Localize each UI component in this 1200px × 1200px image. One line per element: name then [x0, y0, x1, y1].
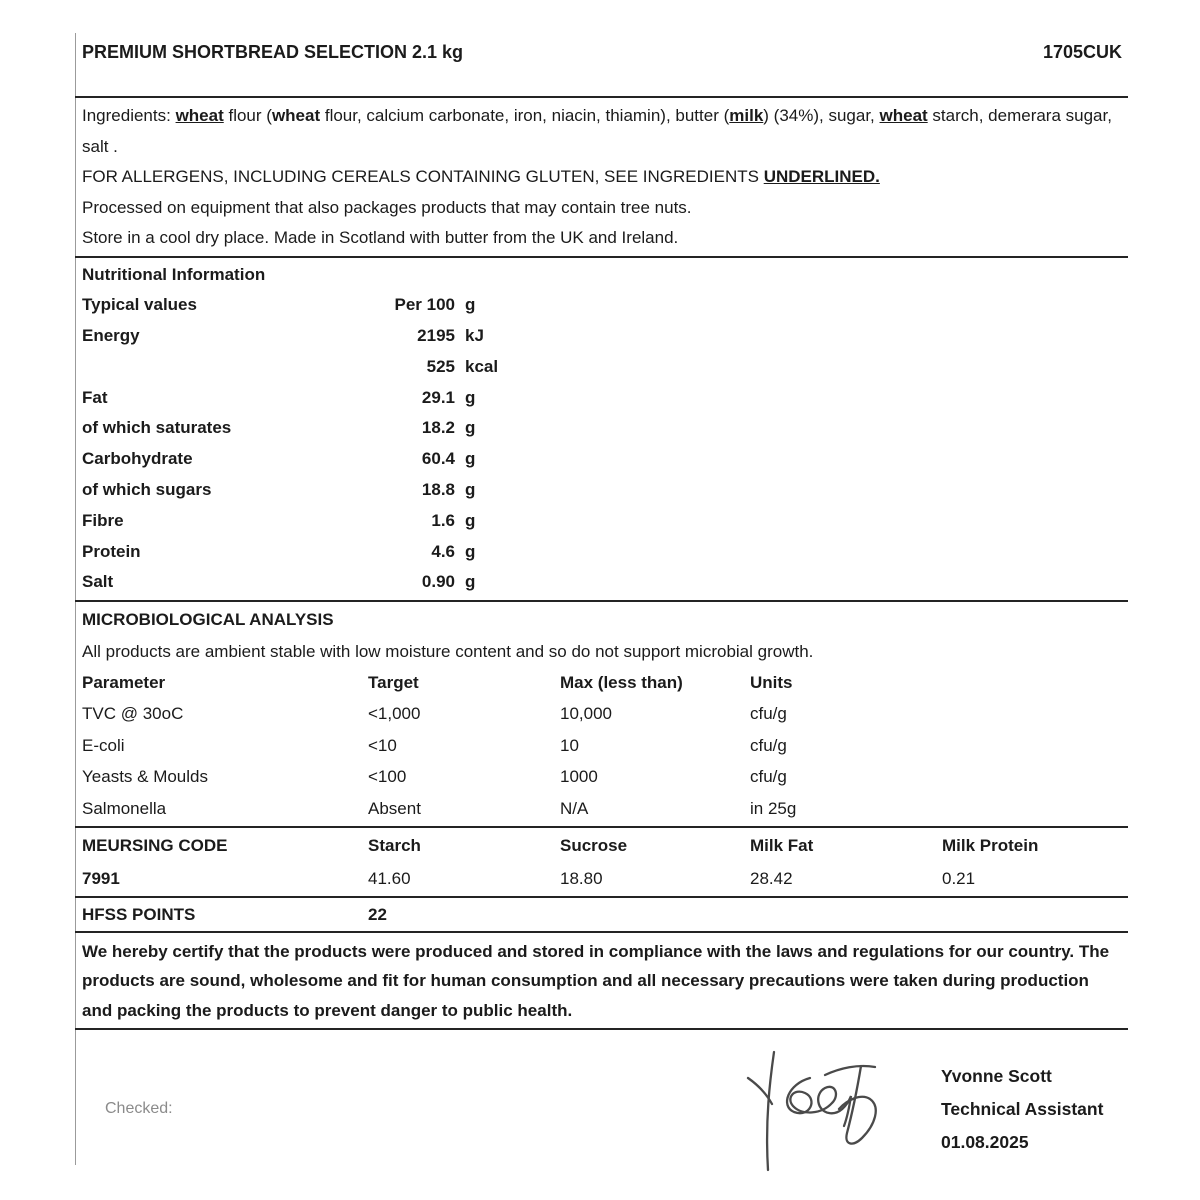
product-code: 1705CUK	[1042, 42, 1122, 62]
signatory-role: Technical Assistant	[941, 1099, 1104, 1119]
micro-row	[75, 793, 1128, 824]
nutrition-label	[82, 352, 355, 383]
checked-label: Checked:	[105, 1100, 173, 1117]
meursing-header-starch: Starch	[368, 836, 421, 856]
micro-section	[75, 602, 1128, 826]
micro-parameter: E-coli	[82, 735, 125, 755]
nutrition-value: 29.1	[421, 387, 455, 407]
nutrition-label: Protein	[82, 541, 141, 561]
micro-units: cfu/g	[750, 767, 787, 787]
allergen-statement: FOR ALLERGENS, INCLUDING CEREALS CONTAINING GLUTEN, SEE INGREDIENTS UNDERLINED.	[82, 167, 880, 186]
nutrition-row	[75, 444, 1128, 475]
nutrition-title: Nutritional Information	[82, 264, 266, 284]
micro-row	[75, 698, 1128, 729]
nutrition-row	[75, 537, 1128, 568]
nutrition-value: 18.2	[421, 418, 455, 438]
micro-target: <1,000	[368, 704, 421, 724]
micro-header-row	[75, 667, 1128, 698]
nutrition-value: 1.6	[431, 510, 455, 530]
nutrition-label: Typical values	[82, 295, 197, 315]
hfss-row	[75, 898, 1128, 931]
nutrition-value: 525	[426, 356, 455, 376]
nutrition-unit: g	[465, 480, 476, 500]
nutrition-value: 18.8	[421, 480, 455, 500]
nutrition-row	[75, 475, 1128, 506]
nutrition-label: Fibre	[82, 510, 124, 530]
micro-target: Absent	[368, 798, 421, 818]
certification-text: We hereby certify that the products were produced and stored in compliance with the laws and regulations for our country. The products are sound, wholesome and fit for human consumption and all necessary precautions were taken during production and packing the products to prevent danger to public health.	[82, 942, 1110, 1020]
nutrition-label: of which sugars	[82, 480, 212, 500]
hfss-label: HFSS POINTS	[82, 905, 196, 925]
processing-statement: Processed on equipment that also packages products that may contain tree nuts.	[82, 197, 692, 217]
meursing-header-sucrose: Sucrose	[560, 836, 628, 856]
product-title: PREMIUM SHORTBREAD SELECTION 2.1 kg	[82, 42, 464, 62]
micro-row	[75, 761, 1128, 792]
nutrition-label: Carbohydrate	[82, 449, 193, 469]
ingredients-section	[75, 98, 1128, 256]
nutrition-unit: g	[465, 449, 476, 469]
micro-max: N/A	[560, 798, 589, 818]
micro-header-parameter: Parameter	[82, 673, 166, 693]
nutrition-label: Energy	[82, 326, 140, 346]
micro-max: 10	[560, 735, 579, 755]
nutrition-row	[75, 383, 1128, 414]
micro-units: in 25g	[750, 798, 797, 818]
micro-header-max: Max (less than)	[560, 673, 683, 693]
storage-statement: Store in a cool dry place. Made in Scotland with butter from the UK and Ireland.	[82, 228, 679, 247]
meursing-code-value: 7991	[82, 868, 120, 888]
micro-max: 1000	[560, 767, 598, 787]
micro-title: MICROBIOLOGICAL ANALYSIS	[82, 610, 334, 630]
micro-row	[75, 730, 1128, 761]
nutrition-row	[75, 352, 1128, 383]
micro-parameter: TVC @ 30oC	[82, 704, 184, 724]
nutrition-row	[75, 290, 1128, 321]
nutrition-row	[75, 413, 1128, 444]
document-header	[75, 0, 1128, 96]
nutrition-unit: g	[465, 387, 476, 407]
signatory-name: Yvonne Scott	[941, 1066, 1052, 1086]
signatory-block	[941, 1060, 1103, 1159]
meursing-milk-protein-value: 0.21	[942, 868, 976, 888]
nutrition-label: Salt	[82, 572, 114, 592]
nutrition-table	[75, 258, 1128, 601]
micro-parameter: Salmonella	[82, 798, 167, 818]
signature-image	[730, 1048, 905, 1178]
sign-off-section	[75, 1030, 1128, 1200]
spec-sheet-document	[75, 0, 1128, 1200]
nutrition-unit: kcal	[465, 356, 499, 376]
meursing-milk-fat-value: 28.42	[750, 868, 793, 888]
micro-target: <10	[368, 735, 397, 755]
nutrition-unit: g	[465, 418, 476, 438]
nutrition-title-row	[75, 260, 1128, 291]
micro-units: cfu/g	[750, 735, 787, 755]
micro-header-units: Units	[750, 673, 793, 693]
signatory-date: 01.08.2025	[941, 1132, 1029, 1152]
micro-note: All products are ambient stable with low moisture content and so do not support microbial growth.	[82, 641, 814, 661]
nutrition-unit: g	[465, 295, 476, 315]
meursing-value-row	[75, 863, 1128, 896]
meursing-sucrose-value: 18.80	[560, 868, 603, 888]
nutrition-unit: g	[465, 541, 476, 561]
micro-units: cfu/g	[750, 704, 787, 724]
nutrition-value: 4.6	[431, 541, 455, 561]
nutrition-label: of which saturates	[82, 418, 232, 438]
micro-max: 10,000	[560, 704, 612, 724]
ingredients-text: Ingredients: wheat flour (wheat flour, calcium carbonate, iron, niacin, thiamin), butter (milk) (34%), sugar, wheat starch, demerara sugar, salt .	[82, 106, 1112, 156]
meursing-header-row	[75, 830, 1128, 863]
nutrition-label: Fat	[82, 387, 108, 407]
meursing-header-milk-fat: Milk Fat	[750, 836, 814, 856]
nutrition-unit: g	[465, 572, 476, 592]
micro-parameter: Yeasts & Moulds	[82, 767, 208, 787]
nutrition-value: 0.90	[421, 572, 455, 592]
nutrition-row	[75, 321, 1128, 352]
hfss-value: 22	[368, 905, 387, 925]
nutrition-row	[75, 567, 1128, 598]
meursing-starch-value: 41.60	[368, 868, 411, 888]
nutrition-unit: kJ	[465, 326, 484, 346]
nutrition-value: 2195	[417, 326, 455, 346]
nutrition-row	[75, 506, 1128, 537]
nutrition-value: Per 100	[394, 295, 455, 315]
meursing-header-code: MEURSING CODE	[82, 836, 228, 856]
nutrition-unit: g	[465, 510, 476, 530]
micro-header-target: Target	[368, 673, 419, 693]
meursing-header-milk-protein: Milk Protein	[942, 836, 1039, 856]
meursing-section	[75, 828, 1128, 896]
micro-target: <100	[368, 767, 407, 787]
nutrition-value: 60.4	[421, 449, 455, 469]
